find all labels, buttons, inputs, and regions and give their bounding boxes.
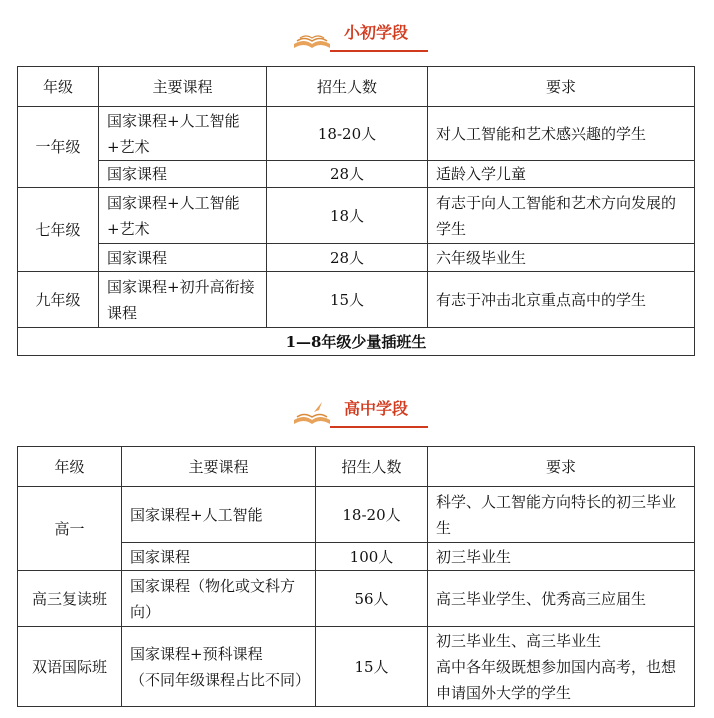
section-header-primary — [0, 16, 714, 60]
count-cell: 100人 — [316, 543, 428, 571]
course-line: 国家课程+预科课程 — [130, 644, 263, 663]
grade-cell: 高一 — [18, 487, 122, 571]
section-title: 小初学段 — [344, 23, 409, 42]
grade-cell: 九年级 — [18, 272, 99, 328]
course-cell: 国家课程+人工智能 — [122, 487, 316, 543]
table-row — [18, 244, 695, 272]
requirement-cell: 六年级毕业生 — [428, 244, 695, 272]
count-cell: 15人 — [267, 272, 428, 328]
section-title: 高中学段 — [344, 399, 409, 418]
high-school-table — [17, 446, 695, 707]
table-row — [18, 107, 695, 161]
requirement-cell: 初三毕业生 — [428, 543, 695, 571]
count-cell: 28人 — [267, 161, 428, 188]
count-cell: 18-20人 — [267, 107, 428, 161]
header-requirement: 要求 — [428, 67, 695, 107]
course-cell — [122, 627, 316, 707]
table-row — [18, 161, 695, 188]
primary-table — [17, 66, 695, 356]
footer-note: 1—8年级少量插班生 — [18, 328, 695, 356]
open-book-icon — [292, 400, 332, 428]
course-cell: 国家课程+人工智能+艺术 — [99, 188, 267, 244]
course-cell: 国家课程（物化或文科方向） — [122, 571, 316, 627]
table-row — [18, 571, 695, 627]
count-cell: 18人 — [267, 188, 428, 244]
count-cell: 56人 — [316, 571, 428, 627]
requirement-cell: 高三毕业学生、优秀高三应届生 — [428, 571, 695, 627]
course-cell: 国家课程 — [99, 244, 267, 272]
title-underline — [330, 426, 428, 428]
header-course: 主要课程 — [122, 447, 316, 487]
requirement-cell: 对人工智能和艺术感兴趣的学生 — [428, 107, 695, 161]
table-row — [18, 272, 695, 328]
count-cell: 28人 — [267, 244, 428, 272]
requirement-line: 高中各年级既想参加国内高考，也想申请国外大学的学生 — [436, 657, 677, 702]
table-header-row — [18, 447, 695, 487]
course-cell: 国家课程+人工智能+艺术 — [99, 107, 267, 161]
title-underline — [330, 50, 428, 52]
table-row — [18, 188, 695, 244]
grade-cell: 七年级 — [18, 188, 99, 272]
course-line: （不同年级课程占比不同） — [130, 670, 311, 689]
requirement-cell: 科学、人工智能方向特长的初三毕业生 — [428, 487, 695, 543]
header-course: 主要课程 — [99, 67, 267, 107]
header-count: 招生人数 — [316, 447, 428, 487]
grade-cell: 一年级 — [18, 107, 99, 188]
header-grade: 年级 — [18, 67, 99, 107]
course-cell: 国家课程+初升高衔接课程 — [99, 272, 267, 328]
header-requirement: 要求 — [428, 447, 695, 487]
count-cell: 15人 — [316, 627, 428, 707]
open-book-icon — [292, 24, 332, 52]
requirement-cell: 有志于冲击北京重点高中的学生 — [428, 272, 695, 328]
header-count: 招生人数 — [267, 67, 428, 107]
table-row — [18, 627, 695, 707]
requirement-cell: 有志于向人工智能和艺术方向发展的学生 — [428, 188, 695, 244]
section-header-high — [0, 392, 714, 436]
requirement-line: 初三毕业生、高三毕业生 — [436, 631, 602, 650]
count-cell: 18-20人 — [316, 487, 428, 543]
grade-cell: 高三复读班 — [18, 571, 122, 627]
grade-cell: 双语国际班 — [18, 627, 122, 707]
course-cell: 国家课程 — [99, 161, 267, 188]
requirement-cell: 适龄入学儿童 — [428, 161, 695, 188]
course-cell: 国家课程 — [122, 543, 316, 571]
table-footer-row — [18, 328, 695, 356]
header-grade: 年级 — [18, 447, 122, 487]
table-header-row — [18, 67, 695, 107]
requirement-cell — [428, 627, 695, 707]
table-row — [18, 487, 695, 543]
